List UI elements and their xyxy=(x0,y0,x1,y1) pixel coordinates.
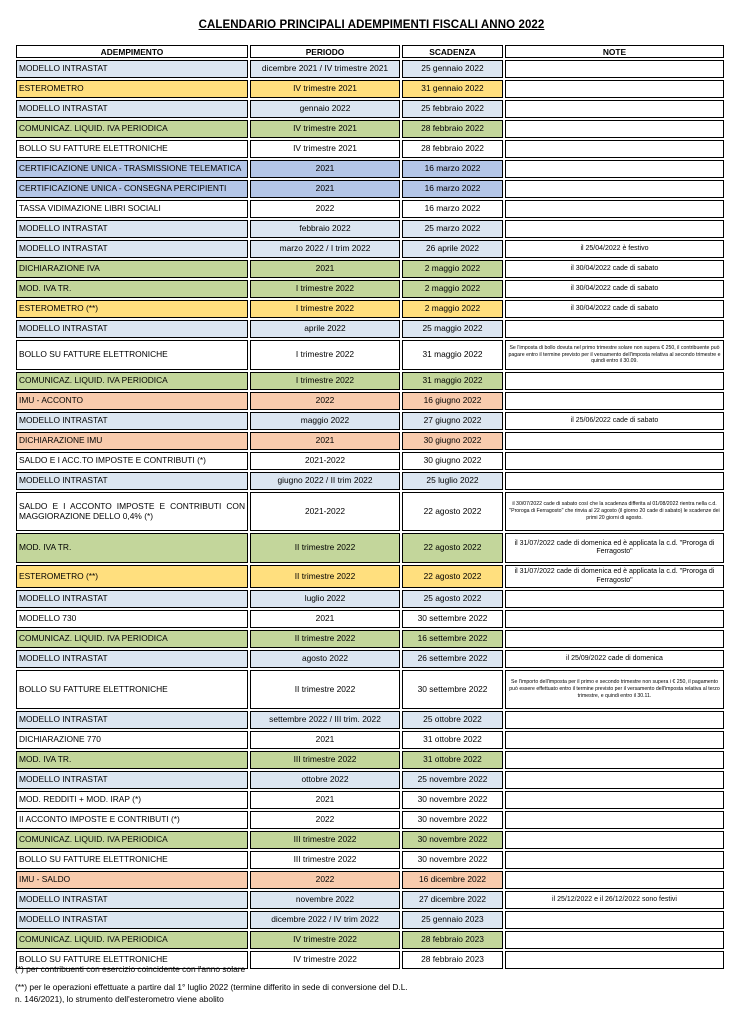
page-title: CALENDARIO PRINCIPALI ADEMPIMENTI FISCALI ANNO 2022 xyxy=(198,19,545,31)
cell-periodo: IV trimestre 2021 xyxy=(250,120,400,138)
cell-periodo: II trimestre 2022 xyxy=(250,565,400,588)
cell-scadenza: 25 luglio 2022 xyxy=(402,472,503,490)
table-row xyxy=(16,200,724,218)
cell-periodo: IV trimestre 2022 xyxy=(250,951,400,969)
cell-adempimento: BOLLO SU FATTURE ELETTRONICHE xyxy=(16,851,248,869)
cell-periodo: III trimestre 2022 xyxy=(250,751,400,769)
cell-adempimento: DICHIARAZIONE IMU xyxy=(16,432,248,450)
cell-scadenza: 27 dicembre 2022 xyxy=(402,891,503,909)
table-row xyxy=(16,771,724,789)
footnote-single-asterisk: (*) per contribuenti con esercizio coincidente con l'anno solare xyxy=(15,964,246,974)
cell-scadenza: 2 maggio 2022 xyxy=(402,260,503,278)
cell-scadenza: 16 marzo 2022 xyxy=(402,200,503,218)
cell-periodo: 2021-2022 xyxy=(250,452,400,470)
cell-note xyxy=(505,590,724,608)
footnote-double-asterisk: (**) per le operazioni effettuate a partire dal 1° luglio 2022 (termine differito in sede di conversione del D.L. n. 146/2021), lo strumento dell'esterometro viene abolito xyxy=(15,982,408,1004)
cell-periodo: maggio 2022 xyxy=(250,412,400,430)
cell-adempimento: BOLLO SU FATTURE ELETTRONICHE xyxy=(16,951,248,969)
table-row xyxy=(16,280,724,298)
cell-adempimento: MOD. REDDITI + MOD. IRAP (*) xyxy=(16,791,248,809)
cell-periodo: 2021 xyxy=(250,160,400,178)
cell-periodo: IV trimestre 2021 xyxy=(250,140,400,158)
cell-adempimento: SALDO E I ACC.TO IMPOSTE E CONTRIBUTI (*) xyxy=(16,452,248,470)
cell-periodo: III trimestre 2022 xyxy=(250,851,400,869)
table-row xyxy=(16,300,724,318)
cell-periodo: aprile 2022 xyxy=(250,320,400,338)
table-row xyxy=(16,731,724,749)
cell-adempimento: CERTIFICAZIONE UNICA - TRASMISSIONE TELEMATICA xyxy=(16,160,248,178)
cell-scadenza: 31 gennaio 2022 xyxy=(402,80,503,98)
cell-adempimento: MODELLO INTRASTAT xyxy=(16,220,248,238)
cell-note: Se l'importo dell'imposta per il primo e secondo trimestre non supera i € 250, il pagamento può essere effettuato entro il termine previsto per il versamento dell'imposta relativa al terzo trimestre, e quindi entro il 30.11. xyxy=(505,670,724,709)
table-row xyxy=(16,160,724,178)
cell-periodo: 2022 xyxy=(250,392,400,410)
cell-periodo: II trimestre 2022 xyxy=(250,630,400,648)
table-row xyxy=(16,911,724,929)
cell-note xyxy=(505,392,724,410)
cell-scadenza: 25 ottobre 2022 xyxy=(402,711,503,729)
cell-adempimento: ESTEROMETRO (**) xyxy=(16,565,248,588)
cell-note xyxy=(505,911,724,929)
cell-note xyxy=(505,372,724,390)
table-header-row xyxy=(16,45,724,58)
table-row xyxy=(16,60,724,78)
header-note: NOTE xyxy=(505,45,724,58)
cell-periodo: 2021 xyxy=(250,260,400,278)
cell-scadenza: 31 maggio 2022 xyxy=(402,372,503,390)
cell-note xyxy=(505,791,724,809)
cell-adempimento: BOLLO SU FATTURE ELETTRONICHE xyxy=(16,140,248,158)
table-row xyxy=(16,432,724,450)
table-row xyxy=(16,140,724,158)
cell-note: il 25/12/2022 e il 26/12/2022 sono festivi xyxy=(505,891,724,909)
cell-scadenza: 30 giugno 2022 xyxy=(402,432,503,450)
cell-scadenza: 30 settembre 2022 xyxy=(402,610,503,628)
cell-scadenza: 30 giugno 2022 xyxy=(402,452,503,470)
cell-note xyxy=(505,951,724,969)
cell-note xyxy=(505,140,724,158)
cell-note xyxy=(505,180,724,198)
cell-note xyxy=(505,771,724,789)
cell-adempimento: MODELLO INTRASTAT xyxy=(16,911,248,929)
cell-scadenza: 25 gennaio 2022 xyxy=(402,60,503,78)
cell-periodo: 2021 xyxy=(250,791,400,809)
cell-note xyxy=(505,120,724,138)
cell-adempimento: II ACCONTO IMPOSTE E CONTRIBUTI (*) xyxy=(16,811,248,829)
cell-periodo: I trimestre 2022 xyxy=(250,280,400,298)
cell-periodo: 2021 xyxy=(250,610,400,628)
cell-note xyxy=(505,851,724,869)
cell-adempimento: MOD. IVA TR. xyxy=(16,280,248,298)
table-row xyxy=(16,80,724,98)
cell-adempimento: COMUNICAZ. LIQUID. IVA PERIODICA xyxy=(16,630,248,648)
cell-scadenza: 28 febbraio 2022 xyxy=(402,140,503,158)
table-row xyxy=(16,533,724,563)
cell-scadenza: 16 giugno 2022 xyxy=(402,392,503,410)
cell-scadenza: 22 agosto 2022 xyxy=(402,565,503,588)
cell-periodo: I trimestre 2022 xyxy=(250,372,400,390)
cell-adempimento: MODELLO INTRASTAT xyxy=(16,590,248,608)
cell-adempimento: IMU - ACCONTO xyxy=(16,392,248,410)
cell-adempimento: CERTIFICAZIONE UNICA - CONSEGNA PERCIPIENTI xyxy=(16,180,248,198)
cell-scadenza: 26 settembre 2022 xyxy=(402,650,503,668)
cell-periodo: gennaio 2022 xyxy=(250,100,400,118)
cell-scadenza: 2 maggio 2022 xyxy=(402,300,503,318)
cell-periodo: 2021 xyxy=(250,432,400,450)
cell-note xyxy=(505,432,724,450)
cell-note xyxy=(505,60,724,78)
cell-adempimento: DICHIARAZIONE 770 xyxy=(16,731,248,749)
cell-periodo: giugno 2022 / II trim 2022 xyxy=(250,472,400,490)
cell-periodo: ottobre 2022 xyxy=(250,771,400,789)
header-periodo: PERIODO xyxy=(250,45,400,58)
cell-note xyxy=(505,320,724,338)
cell-scadenza: 25 novembre 2022 xyxy=(402,771,503,789)
cell-periodo: agosto 2022 xyxy=(250,650,400,668)
table-row xyxy=(16,100,724,118)
cell-note: il 31/07/2022 cade di domenica ed è applicata la c.d. "Proroga di Ferragosto" xyxy=(505,565,724,588)
cell-periodo: IV trimestre 2022 xyxy=(250,931,400,949)
cell-note xyxy=(505,160,724,178)
cell-scadenza: 25 marzo 2022 xyxy=(402,220,503,238)
cell-scadenza: 2 maggio 2022 xyxy=(402,280,503,298)
cell-scadenza: 26 aprile 2022 xyxy=(402,240,503,258)
table-row xyxy=(16,931,724,949)
table-row xyxy=(16,711,724,729)
cell-note: il 31/07/2022 cade di domenica ed è applicata la c.d. "Proroga di Ferragosto" xyxy=(505,533,724,563)
cell-periodo: 2022 xyxy=(250,200,400,218)
cell-adempimento: MODELLO INTRASTAT xyxy=(16,711,248,729)
cell-adempimento: MODELLO INTRASTAT xyxy=(16,472,248,490)
cell-note xyxy=(505,472,724,490)
table-row xyxy=(16,492,724,531)
cell-scadenza: 16 dicembre 2022 xyxy=(402,871,503,889)
cell-scadenza: 16 settembre 2022 xyxy=(402,630,503,648)
cell-adempimento: IMU - SALDO xyxy=(16,871,248,889)
cell-periodo: 2021 xyxy=(250,180,400,198)
cell-periodo: novembre 2022 xyxy=(250,891,400,909)
table-row xyxy=(16,811,724,829)
cell-note xyxy=(505,711,724,729)
cell-periodo: I trimestre 2022 xyxy=(250,340,400,370)
table-row xyxy=(16,650,724,668)
cell-adempimento: COMUNICAZ. LIQUID. IVA PERIODICA xyxy=(16,120,248,138)
cell-scadenza: 25 agosto 2022 xyxy=(402,590,503,608)
table-row xyxy=(16,791,724,809)
cell-periodo: II trimestre 2022 xyxy=(250,533,400,563)
cell-adempimento: COMUNICAZ. LIQUID. IVA PERIODICA xyxy=(16,931,248,949)
cell-periodo: I trimestre 2022 xyxy=(250,300,400,318)
cell-adempimento: MODELLO INTRASTAT xyxy=(16,412,248,430)
cell-periodo: marzo 2022 / I trim 2022 xyxy=(250,240,400,258)
table-row xyxy=(16,565,724,588)
cell-note xyxy=(505,931,724,949)
cell-note xyxy=(505,731,724,749)
table-row xyxy=(16,630,724,648)
cell-adempimento: MOD. IVA TR. xyxy=(16,751,248,769)
cell-note: il 25/06/2022 cade di sabato xyxy=(505,412,724,430)
cell-adempimento: COMUNICAZ. LIQUID. IVA PERIODICA xyxy=(16,831,248,849)
table-row xyxy=(16,120,724,138)
cell-note xyxy=(505,200,724,218)
cell-scadenza: 16 marzo 2022 xyxy=(402,160,503,178)
table-row xyxy=(16,610,724,628)
cell-periodo: 2021-2022 xyxy=(250,492,400,531)
cell-scadenza: 25 febbraio 2022 xyxy=(402,100,503,118)
cell-periodo: II trimestre 2022 xyxy=(250,670,400,709)
table-row xyxy=(16,871,724,889)
table-row xyxy=(16,320,724,338)
cell-scadenza: 25 maggio 2022 xyxy=(402,320,503,338)
cell-note xyxy=(505,751,724,769)
cell-periodo: settembre 2022 / III trim. 2022 xyxy=(250,711,400,729)
table-row xyxy=(16,590,724,608)
table-row xyxy=(16,831,724,849)
cell-adempimento: MODELLO INTRASTAT xyxy=(16,60,248,78)
cell-periodo: dicembre 2021 / IV trimestre 2021 xyxy=(250,60,400,78)
cell-adempimento: MODELLO INTRASTAT xyxy=(16,240,248,258)
cell-adempimento: MODELLO 730 xyxy=(16,610,248,628)
cell-note: il 25/04/2022 è festivo xyxy=(505,240,724,258)
cell-adempimento: MODELLO INTRASTAT xyxy=(16,320,248,338)
cell-note xyxy=(505,871,724,889)
table-row xyxy=(16,412,724,430)
cell-periodo: 2022 xyxy=(250,871,400,889)
table-row xyxy=(16,340,724,370)
table-row xyxy=(16,240,724,258)
cell-scadenza: 30 novembre 2022 xyxy=(402,851,503,869)
header-scadenza: SCADENZA xyxy=(402,45,503,58)
cell-adempimento: BOLLO SU FATTURE ELETTRONICHE xyxy=(16,670,248,709)
cell-scadenza: 30 novembre 2022 xyxy=(402,811,503,829)
cell-adempimento: SALDO E I ACCONTO IMPOSTE E CONTRIBUTI CON MAGGIORAZIONE DELLO 0,4% (*) xyxy=(16,492,248,531)
table-row xyxy=(16,260,724,278)
cell-note: il 30/04/2022 cade di sabato xyxy=(505,280,724,298)
cell-scadenza: 28 febbraio 2023 xyxy=(402,951,503,969)
cell-note: il 25/09/2022 cade di domenica xyxy=(505,650,724,668)
cell-scadenza: 30 novembre 2022 xyxy=(402,831,503,849)
table-row xyxy=(16,851,724,869)
cell-adempimento: MODELLO INTRASTAT xyxy=(16,771,248,789)
cell-adempimento: DICHIARAZIONE IVA xyxy=(16,260,248,278)
cell-note: Se l'imposta di bollo dovuta nel primo trimestre solare non supera € 250, il contribuente può pagare entro il termine previsto per il versamento dell'imposta relativa al secondo trimestre e quindi entro il 30.09. xyxy=(505,340,724,370)
cell-note: il 30/07/2022 cade di sabato così che la scadenza differita al 01/08/2022 rientra nella c.d. "Proroga di Ferragosto" che rinvia al 22 agosto (il giorno 20 cade di sabato) le scadenze dei primi 20 giorni di agosto. xyxy=(505,492,724,531)
cell-note xyxy=(505,610,724,628)
cell-scadenza: 30 settembre 2022 xyxy=(402,670,503,709)
cell-adempimento: BOLLO SU FATTURE ELETTRONICHE xyxy=(16,340,248,370)
cell-scadenza: 27 giugno 2022 xyxy=(402,412,503,430)
cell-note: il 30/04/2022 cade di sabato xyxy=(505,260,724,278)
cell-periodo: IV trimestre 2021 xyxy=(250,80,400,98)
cell-note xyxy=(505,100,724,118)
cell-note xyxy=(505,80,724,98)
cell-note xyxy=(505,630,724,648)
cell-adempimento: TASSA VIDIMAZIONE LIBRI SOCIALI xyxy=(16,200,248,218)
cell-adempimento: MODELLO INTRASTAT xyxy=(16,650,248,668)
cell-adempimento: MODELLO INTRASTAT xyxy=(16,100,248,118)
cell-periodo: luglio 2022 xyxy=(250,590,400,608)
cell-scadenza: 31 maggio 2022 xyxy=(402,340,503,370)
table-row xyxy=(16,472,724,490)
cell-adempimento: MODELLO INTRASTAT xyxy=(16,891,248,909)
cell-periodo: 2021 xyxy=(250,731,400,749)
table-row xyxy=(16,180,724,198)
cell-note xyxy=(505,811,724,829)
cell-periodo: 2022 xyxy=(250,811,400,829)
cell-periodo: dicembre 2022 / IV trim 2022 xyxy=(250,911,400,929)
table-row xyxy=(16,751,724,769)
cell-scadenza: 30 novembre 2022 xyxy=(402,791,503,809)
cell-adempimento: MOD. IVA TR. xyxy=(16,533,248,563)
table-row xyxy=(16,670,724,709)
cell-note xyxy=(505,220,724,238)
cell-adempimento: ESTEROMETRO xyxy=(16,80,248,98)
cell-adempimento: COMUNICAZ. LIQUID. IVA PERIODICA xyxy=(16,372,248,390)
cell-periodo: febbraio 2022 xyxy=(250,220,400,238)
table-row xyxy=(16,392,724,410)
cell-note: il 30/04/2022 cade di sabato xyxy=(505,300,724,318)
cell-scadenza: 25 gennaio 2023 xyxy=(402,911,503,929)
table-row xyxy=(16,452,724,470)
table-row xyxy=(16,372,724,390)
header-adempimento: ADEMPIMENTO xyxy=(16,45,248,58)
cell-adempimento: ESTEROMETRO (**) xyxy=(16,300,248,318)
table-row xyxy=(16,220,724,238)
cell-note xyxy=(505,831,724,849)
cell-periodo: III trimestre 2022 xyxy=(250,831,400,849)
calendar-table xyxy=(14,43,726,971)
cell-note xyxy=(505,452,724,470)
table-body xyxy=(16,60,724,969)
cell-scadenza: 31 ottobre 2022 xyxy=(402,751,503,769)
cell-scadenza: 22 agosto 2022 xyxy=(402,533,503,563)
cell-scadenza: 22 agosto 2022 xyxy=(402,492,503,531)
cell-scadenza: 31 ottobre 2022 xyxy=(402,731,503,749)
table-row xyxy=(16,891,724,909)
cell-scadenza: 16 marzo 2022 xyxy=(402,180,503,198)
cell-scadenza: 28 febbraio 2023 xyxy=(402,931,503,949)
cell-scadenza: 28 febbraio 2022 xyxy=(402,120,503,138)
